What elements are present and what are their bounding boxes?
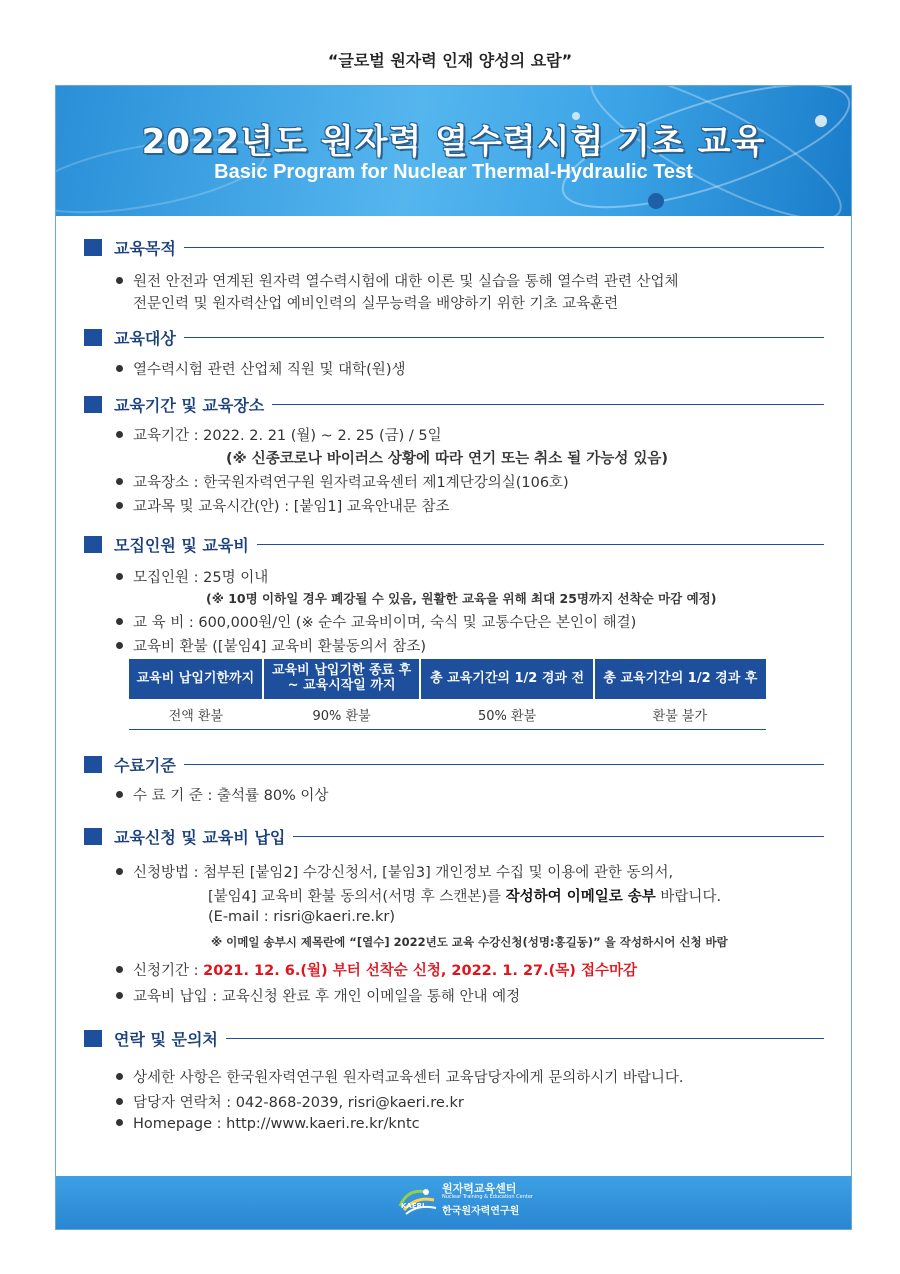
section-square-icon	[84, 1030, 102, 1047]
section-divider	[114, 247, 824, 248]
bullet-icon	[116, 966, 123, 973]
refund-value-cell: 전액 환불	[129, 699, 263, 730]
section-application-heading	[84, 825, 824, 847]
section-title: 모집인원 및 교육비	[114, 533, 257, 556]
refund-header-cell: 총 교육기간의 1/2 경과 전	[420, 659, 593, 699]
refund-header-line: 교육비 납입기한 종료 후	[272, 663, 412, 679]
bullet-icon	[116, 791, 123, 798]
document-frame	[55, 85, 852, 1230]
email-subject-note: ※ 이메일 송부시 제목란에 “[열수] 2022년도 교육 수강신청(성명:홍길동)” 을 작성하시어 신청 바람	[211, 935, 728, 949]
target-item: 열수력시험 관련 산업체 직원 및 대학(원)생	[116, 358, 405, 379]
section-period-heading	[84, 393, 824, 415]
center-name: 원자력교육센터	[442, 1182, 517, 1195]
bullet-icon	[116, 431, 123, 438]
section-purpose-heading	[84, 236, 824, 258]
recruit-count: 모집인원 : 25명 이내	[116, 566, 268, 587]
section-title: 교육기간 및 교육장소	[114, 393, 272, 416]
bullet-icon	[116, 277, 123, 284]
period-dates: 교육기간 : 2022. 2. 21 (월) ~ 2. 25 (금) / 5일	[116, 424, 442, 445]
section-square-icon	[84, 756, 102, 773]
section-recruit-heading	[84, 533, 824, 555]
bullet-icon	[116, 868, 123, 875]
slogan: “글로벌 원자력 인재 양성의 요람”	[327, 51, 573, 70]
bullet-icon	[116, 642, 123, 649]
bullet-icon	[116, 1098, 123, 1105]
section-contact-heading	[84, 1027, 824, 1049]
email-instruction-emphasis: 작성하여 이메일로 송부	[505, 889, 656, 905]
section-divider	[114, 764, 824, 765]
section-square-icon	[84, 536, 102, 553]
application-period: 신청기간 : 2021. 12. 6.(월) 부터 선착순 신청, 2022. 1. 27.(목) 접수마감	[116, 959, 637, 980]
refund-table-header	[129, 659, 766, 699]
contact-phone-email: 담당자 연락처 : 042-868-2039, risri@kaeri.re.kr	[116, 1091, 464, 1112]
covid-note: (※ 신종코로나 바이러스 상황에 따라 연기 또는 취소 될 가능성 있음)	[226, 451, 669, 467]
bullet-icon	[116, 1119, 123, 1126]
section-square-icon	[84, 329, 102, 346]
institute-name: 한국원자력연구원	[442, 1206, 520, 1217]
application-method: 신청방법 : 첨부된 [붙임2] 수강신청서, [붙임3] 개인정보 수집 및 이용에 관한 동의서,	[116, 861, 673, 882]
contact-homepage: Homepage : http://www.kaeri.re.kr/kntc	[116, 1116, 420, 1132]
completion-item: 수 료 기 준 : 출석률 80% 이상	[116, 784, 328, 805]
section-target-heading	[84, 326, 824, 348]
bullet-icon	[116, 478, 123, 485]
refund-value-cell: 90% 환불	[263, 699, 421, 730]
refund-value-cell: 환불 불가	[594, 699, 766, 730]
table-row	[129, 699, 766, 730]
recruit-fee: 교 육 비 : 600,000원/인 (※ 순수 교육비이며, 숙식 및 교통수단은 본인이 해결)	[116, 611, 636, 632]
section-title: 교육대상	[114, 326, 184, 349]
refund-header-line: ~ 교육시작일 까지	[287, 678, 396, 693]
section-square-icon	[84, 239, 102, 256]
section-title: 수료기준	[114, 753, 184, 776]
bullet-icon	[116, 365, 123, 372]
period-subjects: 교과목 및 교육시간(안) : [붙임1] 교육안내문 참조	[116, 495, 450, 516]
header-banner	[56, 86, 851, 216]
bullet-icon	[116, 502, 123, 509]
refund-header-cell: 교육비 납입기한까지	[129, 659, 263, 699]
page-subtitle: Basic Program for Nuclear Thermal-Hydraulic Test	[214, 161, 693, 183]
purpose-item-continued: 전문인력 및 원자력산업 예비인력의 실무능력을 배양하기 위한 기초 교육훈련	[133, 296, 619, 312]
bullet-icon	[116, 618, 123, 625]
refund-table	[129, 659, 766, 730]
center-name-en: Nuclear Training & Education Center	[442, 1194, 533, 1200]
bullet-icon	[116, 1073, 123, 1080]
recruit-count-note: (※ 10명 이하일 경우 폐강될 수 있음, 원활한 교육을 위해 최대 25명까지 선착순 마감 예정)	[206, 591, 717, 606]
refund-header-cell: 총 교육기간의 1/2 경과 후	[594, 659, 766, 699]
section-completion-heading	[84, 753, 824, 775]
refund-header-cell	[263, 659, 421, 699]
footer	[56, 1176, 851, 1229]
section-square-icon	[84, 396, 102, 413]
application-payment: 교육비 납입 : 교육신청 완료 후 개인 이메일을 통해 안내 예정	[116, 985, 520, 1006]
section-title: 교육신청 및 교육비 납입	[114, 825, 293, 848]
refund-value-cell: 50% 환불	[420, 699, 593, 730]
section-square-icon	[84, 828, 102, 845]
period-place: 교육장소 : 한국원자력연구원 원자력교육센터 제1계단강의실(106호)	[116, 471, 569, 492]
contact-line: 상세한 사항은 한국원자력연구원 원자력교육센터 교육담당자에게 문의하시기 바랍니다.	[116, 1066, 684, 1087]
application-method-continued: [붙임4] 교육비 환불 동의서(서명 후 스캔본)를 작성하여 이메일로 송부 바랍니다.	[208, 889, 722, 905]
recruit-refund: 교육비 환불 ([붙임4] 교육비 환불동의서 참조)	[116, 635, 426, 656]
section-title: 교육목적	[114, 236, 184, 259]
page-title: 2022년도 원자력 열수력시험 기초 교육	[141, 122, 766, 162]
section-title: 연락 및 문의처	[114, 1027, 226, 1050]
bullet-icon	[116, 573, 123, 580]
bullet-icon	[116, 992, 123, 999]
kaeri-wordmark: KAERI	[401, 1202, 425, 1210]
application-email: (E-mail : risri@kaeri.re.kr)	[208, 909, 395, 925]
purpose-item: 원전 안전과 연계된 원자력 열수력시험에 대한 이론 및 실습을 통해 열수력 관련 산업체	[116, 270, 679, 291]
section-divider	[114, 337, 824, 338]
